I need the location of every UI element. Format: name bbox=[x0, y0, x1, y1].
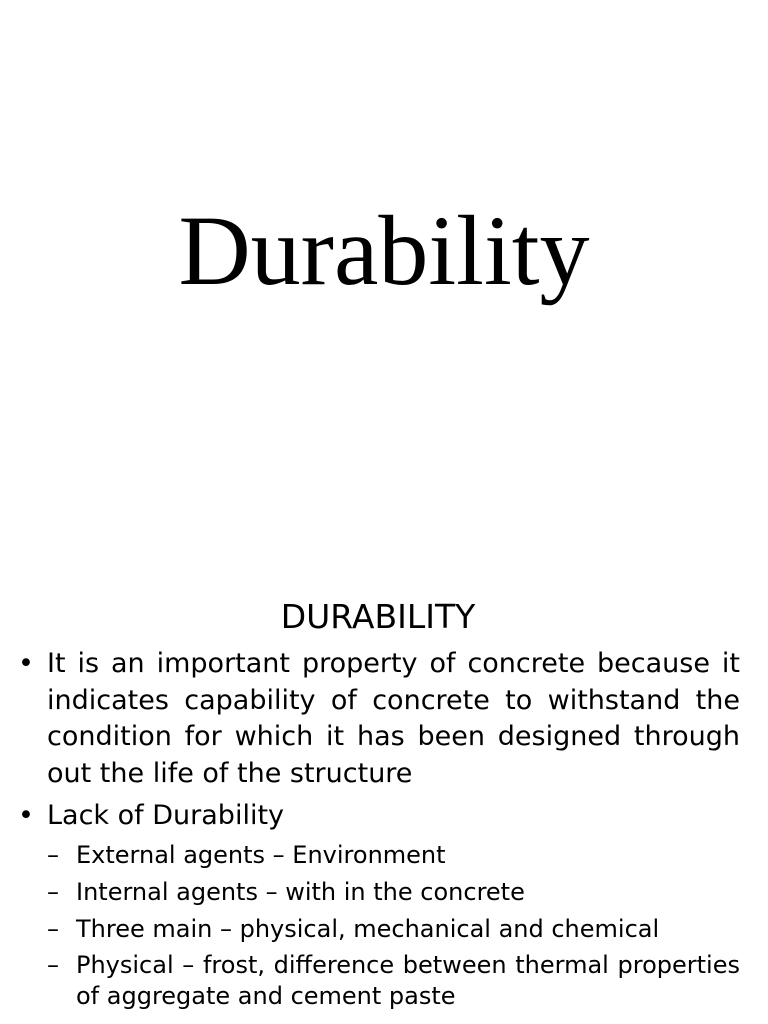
sub-bullet-list bbox=[47, 839, 740, 1012]
content-slide-title: DURABILITY bbox=[280, 597, 476, 636]
sub-bullet-marker: – bbox=[47, 914, 59, 943]
sub-bullet-item-internal-agents bbox=[0, 876, 740, 909]
bullet-marker: • bbox=[18, 648, 34, 679]
sub-bullet-item-external-agents bbox=[0, 839, 740, 872]
sub-bullet-marker: – bbox=[47, 877, 59, 906]
sub-bullet-item-physical bbox=[0, 950, 740, 1012]
bullet-text: It is an important property of concrete because it indicates capability of concrete to withstand the condition for which it has been designed through out the life of the structure bbox=[47, 648, 740, 789]
content-slide bbox=[0, 576, 768, 1024]
bullet-list bbox=[0, 646, 768, 1012]
sub-bullet-text: External agents – Environment bbox=[76, 840, 446, 869]
sub-bullet-marker: – bbox=[47, 950, 59, 979]
sub-bullet-marker: – bbox=[47, 840, 59, 869]
sub-bullet-text: Three main – physical, mechanical and chemical bbox=[76, 914, 660, 943]
sub-bullet-text: Physical – frost, difference between thermal properties of aggregate and cement paste bbox=[76, 950, 740, 1010]
bullet-item-importance bbox=[0, 646, 740, 792]
sub-bullet-item-three-main bbox=[0, 913, 740, 946]
bullet-item-lack-of-durability bbox=[0, 798, 740, 1012]
bullet-text: Lack of Durability bbox=[47, 800, 285, 831]
slide-title: Durability bbox=[178, 195, 590, 306]
bullet-marker: • bbox=[18, 800, 34, 831]
sub-bullet-text: Internal agents – with in the concrete bbox=[76, 877, 525, 906]
